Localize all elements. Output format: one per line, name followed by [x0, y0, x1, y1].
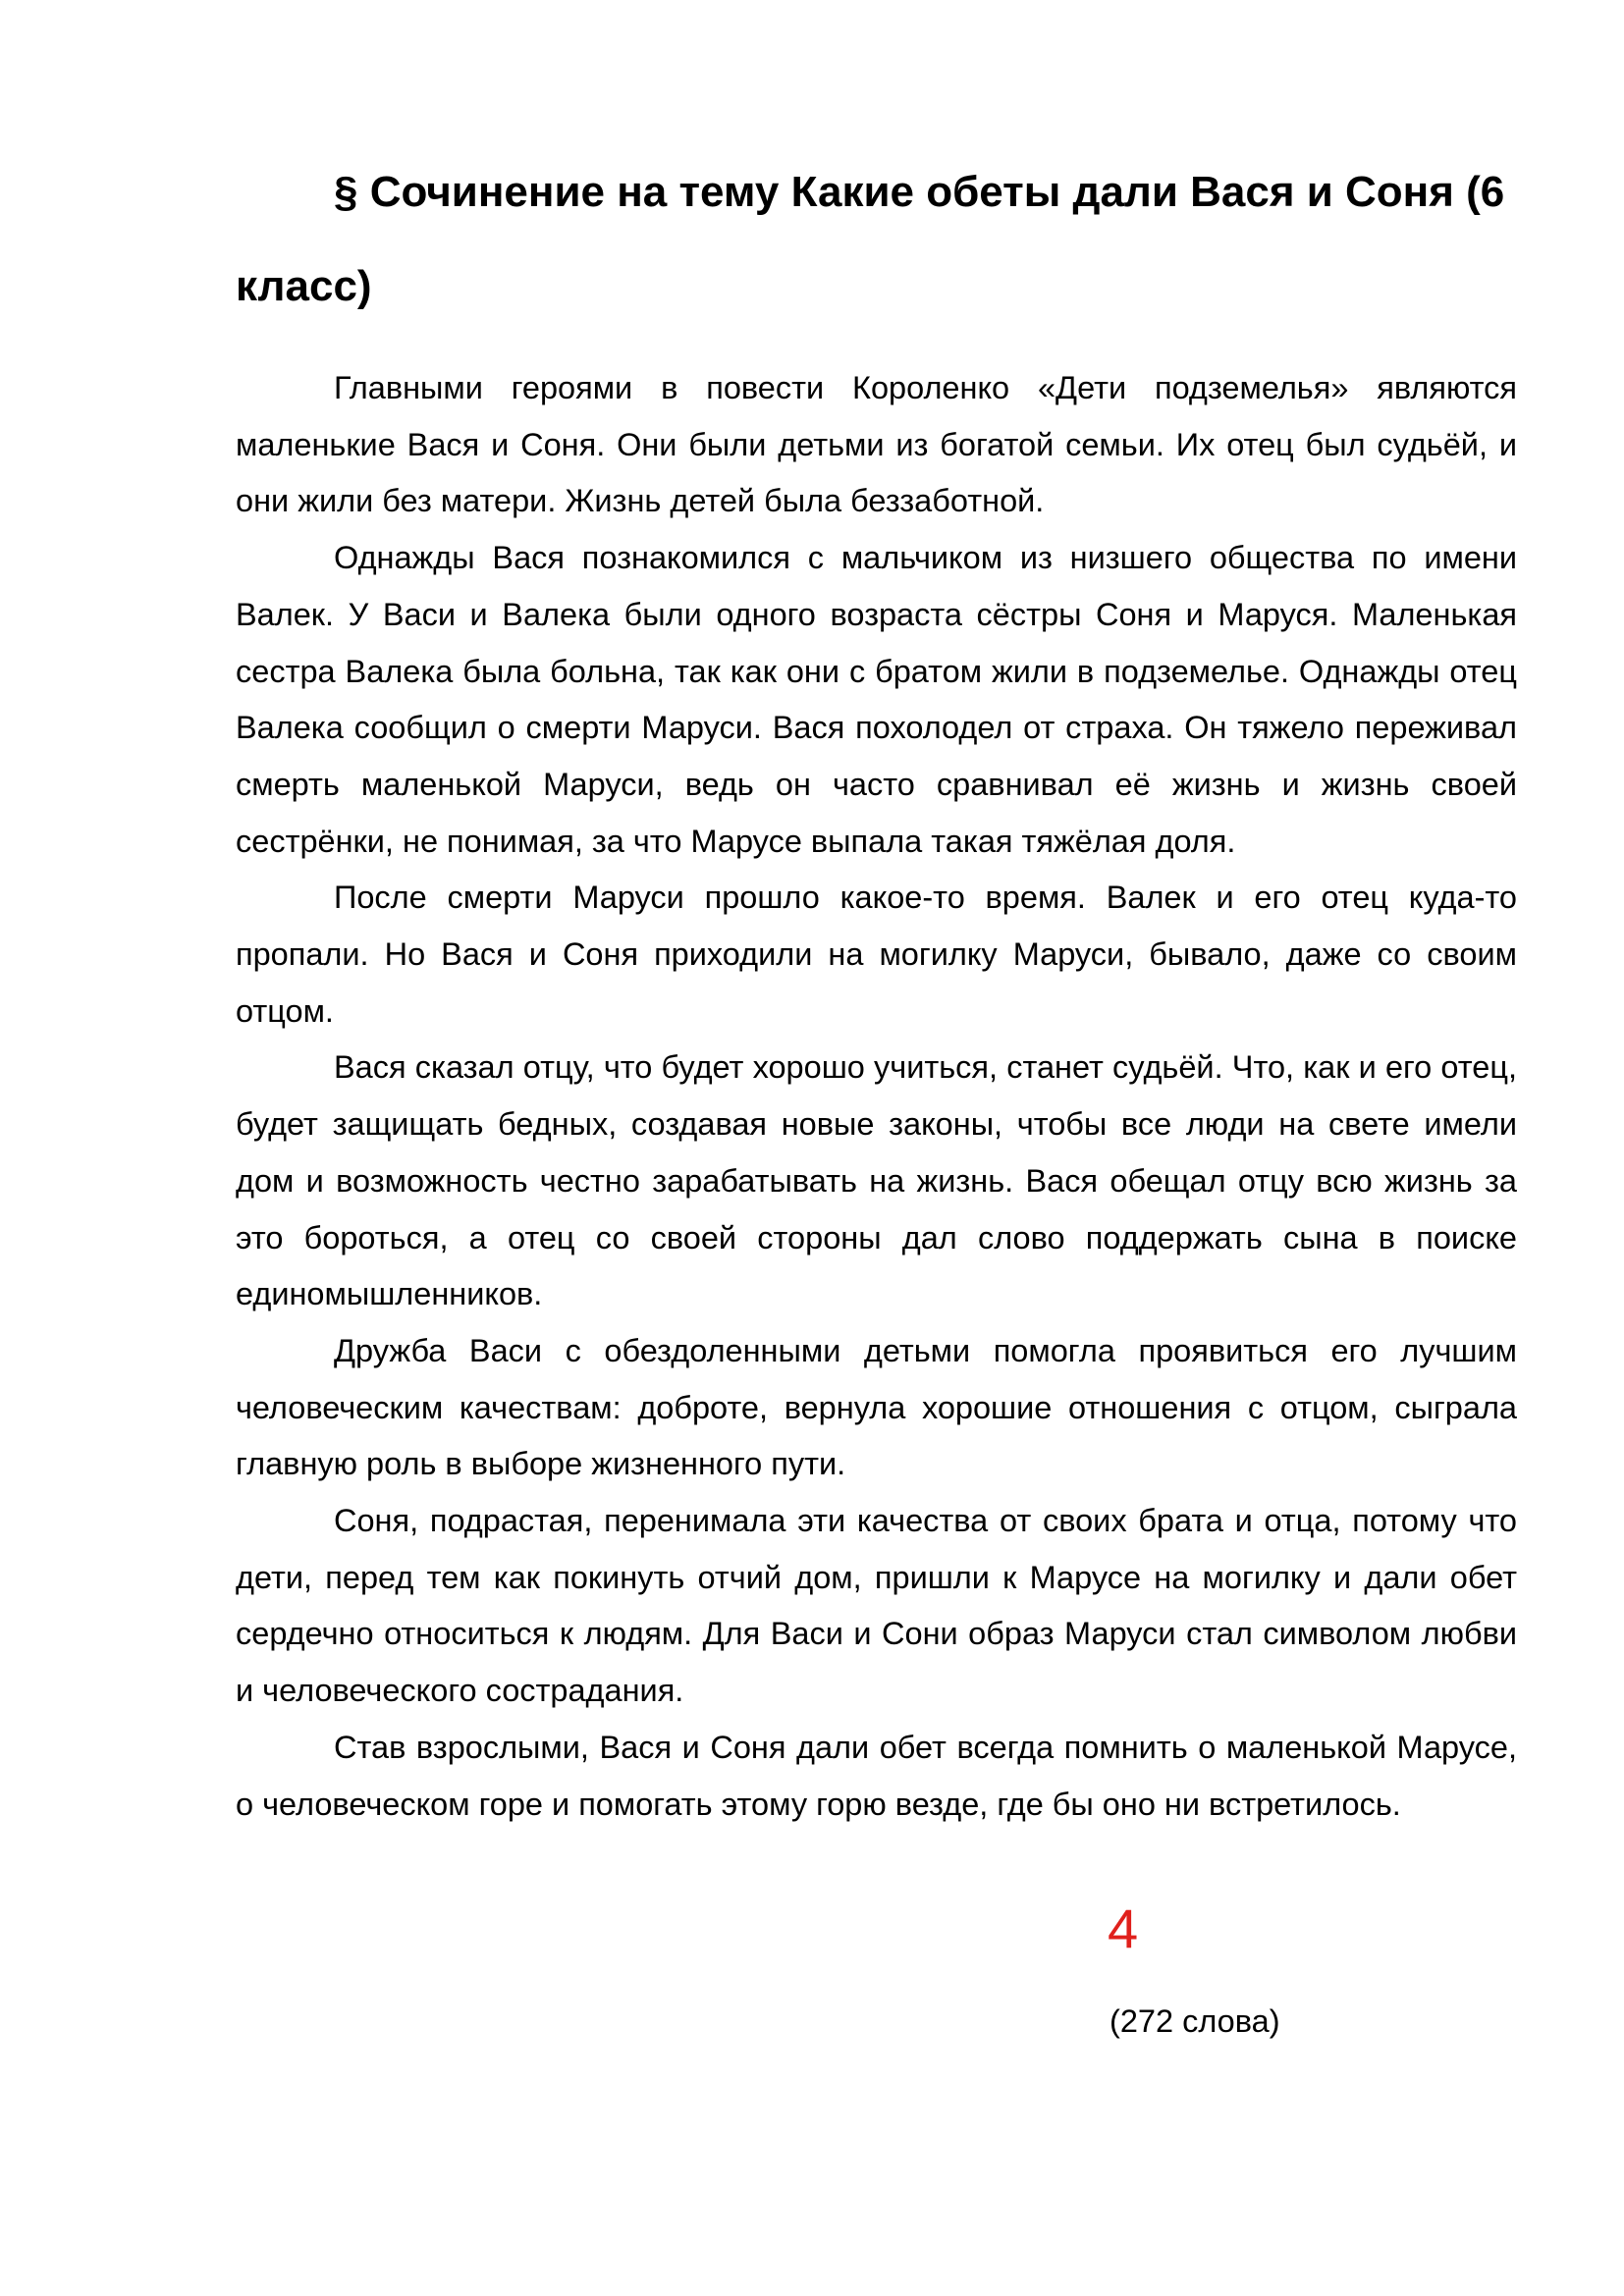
paragraph: Вася сказал отцу, что будет хорошо учиться, станет судьёй. Что, как и его отец, будет защищать бедных, создавая новые законы, чтобы все люди на свете имели дом и возможность честно зарабатывать на жизнь. Вася обещал отцу всю жизнь за это бороться, а отец со своей стороны дал слово поддержать сына в поиске единомышленников. — [236, 1049, 1517, 1312]
paragraph: После смерти Маруси прошло какое-то время. Валек и его отец куда-то пропали. Но Вася и Соня приходили на могилку Маруси, бывало, даже со своим отцом. — [236, 880, 1517, 1029]
paragraph: Став взрослыми, Вася и Соня дали обет всегда помнить о маленькой Марусе, о человеческом горе и помогать этому горю везде, где бы оно ни встретилось. — [236, 1729, 1517, 1822]
paragraph: Главными героями в повести Короленко «Дети подземелья» являются маленькие Вася и Соня. Они были детьми из богатой семьи. Их отец был судьёй, и они жили без матери. Жизнь детей была беззаботной. — [236, 370, 1517, 519]
paragraph: Однажды Вася познакомился с мальчиком из низшего общества по имени Валек. У Васи и Валека были одного возраста сёстры Соня и Маруся. Маленькая сестра Валека была больна, так как они с братом жили в подземелье. Однажды отец Валека сообщил о смерти Маруси. Вася похолодел от страха. Он тяжело переживал смерть маленькой Маруси, ведь он часто сравнивал её жизнь и жизнь своей сестрёнки, не понимая, за что Марусе выпала такая тяжёлая доля. — [236, 540, 1517, 859]
paragraph: Дружба Васи с обездоленными детьми помогла проявиться его лучшим человеческим качествам: доброте, вернула хорошие отношения с отцом, сыграла главную роль в выборе жизненного пути. — [236, 1332, 1517, 1482]
essay-body — [236, 360, 1517, 1833]
essay-title: § Сочинение на тему Какие обеты дали Вася и Соня (6 класс) — [236, 168, 1505, 310]
word-count: (272 слова) — [1110, 2003, 1280, 2039]
paragraph: Соня, подрастая, перенимала эти качества от своих брата и отца, потому что дети, перед тем как покинуть отчий дом, пришли к Марусе на могилку и дали обет сердечно относиться к людям. Для Васи и Сони образ Маруси стал символом любви и человеческого сострадания. — [236, 1503, 1517, 1709]
grade-mark: 4 — [1108, 1897, 1139, 1959]
